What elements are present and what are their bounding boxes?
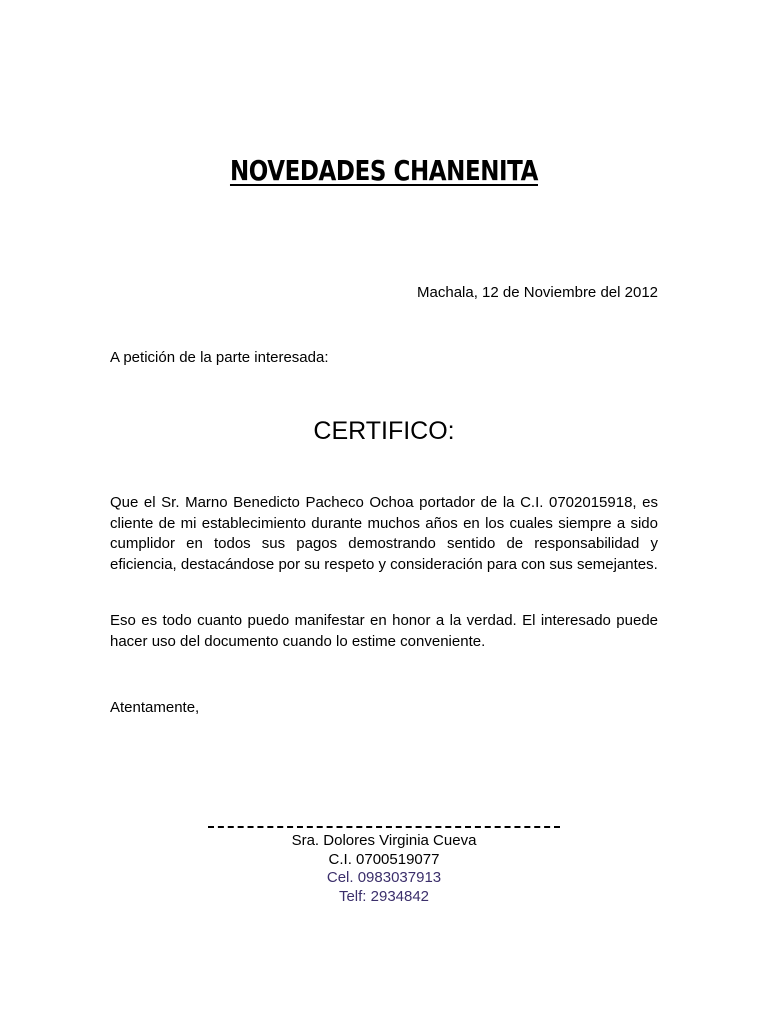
signer-cellphone: Cel. 0983037913 bbox=[326, 869, 442, 886]
signature-line bbox=[208, 826, 560, 828]
closing-paragraph: Eso es todo cuanto puedo manifestar en honor a la verdad. El interesado puede hacer uso del documento cuando lo estime conveniente. bbox=[110, 612, 658, 650]
signer-name: Sra. Dolores Virginia Cueva bbox=[291, 832, 477, 849]
date-line: Machala, 12 de Noviembre del 2012 bbox=[417, 284, 658, 301]
signer-telephone: Telf: 2934842 bbox=[338, 887, 430, 905]
certificate-paragraph: Que el Sr. Marno Benedicto Pacheco Ochoa portador de la C.I. 0702015918, es cliente de mi establecimiento durante muchos años en los cuales siempre a sido cumplidor en todos sus pagos demostrando sentido de responsabilidad y eficiencia, destacándose por su respeto y consideración para con sus semejantes. bbox=[110, 494, 658, 573]
closing-salutation: Atentamente, bbox=[110, 699, 200, 716]
intro-line: A petición de la parte interesada: bbox=[110, 349, 329, 366]
document-title: NOVEDADES CHANENITA bbox=[229, 154, 539, 187]
signer-id: C.I. 0700519077 bbox=[328, 850, 440, 868]
signature-block bbox=[0, 832, 768, 906]
certificate-heading: CERTIFICO: bbox=[313, 417, 455, 445]
